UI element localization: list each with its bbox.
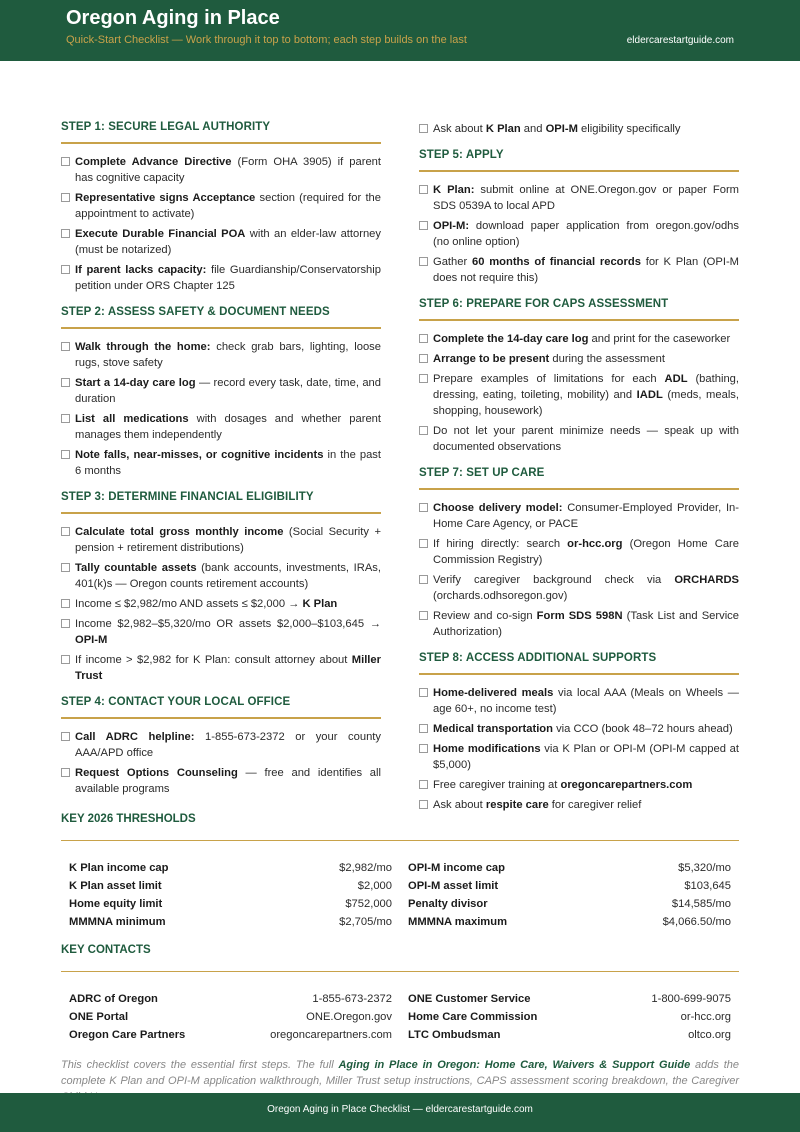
checklist-item[interactable] bbox=[419, 254, 739, 286]
checkbox-icon[interactable] bbox=[61, 265, 70, 274]
checkbox-icon[interactable] bbox=[419, 800, 428, 809]
checklist-item[interactable] bbox=[419, 741, 739, 773]
item-bold-text: Start a 14-day care log bbox=[75, 377, 196, 389]
section-title: STEP 6: PREPARE FOR CAPS ASSESSMENT bbox=[419, 298, 739, 321]
header-site-url: eldercarestartguide.com bbox=[626, 35, 734, 46]
item-text: via K Plan or OPI-M (OPI-M capped at $5,000) bbox=[433, 743, 739, 771]
item-text: Do not let your parent minimize needs — speak up with documented observations bbox=[433, 425, 739, 453]
checklist-section bbox=[61, 306, 381, 479]
item-text: for caregiver relief bbox=[548, 799, 642, 811]
row-value: ONE.Oregon.gov bbox=[306, 1011, 392, 1023]
section-title: STEP 8: ACCESS ADDITIONAL SUPPORTS bbox=[419, 652, 739, 675]
checkbox-icon[interactable] bbox=[419, 724, 428, 733]
checklist-item[interactable] bbox=[61, 616, 381, 648]
footnote bbox=[61, 1057, 739, 1091]
row-value: 1-855-673-2372 bbox=[312, 993, 392, 1005]
row-value: $103,645 bbox=[684, 880, 731, 892]
checklist-item[interactable] bbox=[61, 524, 381, 556]
item-text: via local AAA (Meals on Wheels — age 60+, no income test) bbox=[433, 687, 739, 715]
row-label: K Plan income cap bbox=[69, 862, 169, 874]
row-label: ADRC of Oregon bbox=[69, 993, 158, 1005]
item-text: and print for the caseworker bbox=[588, 333, 731, 345]
item-bold-text: K Plan bbox=[485, 123, 521, 135]
checklist-item[interactable] bbox=[61, 765, 381, 797]
item-text: Income ≤ $2,982/mo AND assets ≤ $2,000 → bbox=[75, 598, 303, 610]
item-text: Free caregiver training at bbox=[433, 779, 561, 791]
checklist-item[interactable] bbox=[61, 154, 381, 186]
row-value: $2,000 bbox=[357, 880, 392, 892]
checkbox-icon[interactable] bbox=[61, 599, 70, 608]
page-subtitle: Quick-Start Checklist — Work through it top to bottom; each step builds on the last bbox=[66, 34, 467, 46]
checkbox-icon[interactable] bbox=[419, 221, 428, 230]
item-text: (meds, meals, shopping, housework) bbox=[433, 389, 740, 417]
item-text: (Task List and Service Authorization) bbox=[433, 610, 739, 638]
row-value: or-hcc.org bbox=[680, 1011, 731, 1023]
thresholds-table bbox=[69, 862, 731, 934]
checklist-section bbox=[61, 491, 381, 684]
checklist-item[interactable] bbox=[419, 536, 739, 568]
contacts-title: KEY CONTACTS bbox=[61, 944, 739, 972]
checkbox-icon[interactable] bbox=[61, 527, 70, 536]
footnote-text-after: adds the complete K Plan and OPI-M application walkthrough, Miller Trust setup instructions, CAPS assessment scoring breakdown, the Caregiver bbox=[61, 1059, 739, 1087]
item-bold-text: Call ADRC helpline: bbox=[75, 731, 195, 743]
item-bold-text: Complete Advance Directive bbox=[75, 156, 232, 168]
checklist-item[interactable] bbox=[419, 371, 739, 419]
row-value: $4,066.50/mo bbox=[662, 916, 731, 928]
checklist-item[interactable] bbox=[61, 447, 381, 479]
checkbox-icon[interactable] bbox=[419, 185, 428, 194]
table-row bbox=[69, 880, 731, 898]
row-label: OPI-M asset limit bbox=[408, 880, 499, 892]
section-title: STEP 4: CONTACT YOUR LOCAL OFFICE bbox=[61, 696, 381, 719]
checklist-item[interactable] bbox=[419, 685, 739, 717]
right-column bbox=[419, 121, 739, 817]
row-value: 1-800-699-9075 bbox=[651, 993, 731, 1005]
checklist-section bbox=[61, 696, 381, 797]
table-row bbox=[69, 1029, 731, 1047]
item-bold-text: Home-delivered meals bbox=[433, 687, 554, 699]
table-cell bbox=[69, 898, 400, 916]
checkbox-icon[interactable] bbox=[419, 744, 428, 753]
item-bold-text: Tally countable assets bbox=[75, 562, 197, 574]
row-label: Penalty divisor bbox=[408, 898, 488, 910]
table-row bbox=[69, 862, 731, 880]
item-bold-text: Execute Durable Financial POA bbox=[75, 228, 246, 240]
checkbox-icon[interactable] bbox=[61, 193, 70, 202]
contacts-table bbox=[69, 993, 731, 1047]
checklist-section bbox=[61, 121, 381, 294]
checklist-section bbox=[419, 298, 739, 455]
item-bold-text: Complete the 14-day care log bbox=[433, 333, 589, 345]
checkbox-icon[interactable] bbox=[61, 414, 70, 423]
item-text: during the assessment bbox=[549, 353, 665, 365]
table-cell bbox=[400, 1029, 731, 1047]
item-text: (Social Security + pension + retirement distributions) bbox=[75, 526, 382, 554]
checkbox-icon[interactable] bbox=[419, 503, 428, 512]
item-bold-text: Note falls, near-misses, or cognitive incidents bbox=[75, 449, 324, 461]
item-text: Ask about bbox=[433, 123, 486, 135]
checklist-item[interactable] bbox=[61, 190, 381, 222]
table-cell bbox=[69, 993, 400, 1011]
item-text: If income > $2,982 for K Plan: consult attorney about bbox=[75, 654, 352, 666]
item-text: Gather bbox=[433, 256, 472, 268]
item-bold-text: Arrange to be present bbox=[433, 353, 550, 365]
item-text: eligibility specifically bbox=[577, 123, 681, 135]
row-value: oltco.org bbox=[688, 1029, 731, 1041]
table-cell bbox=[400, 916, 731, 934]
checklist-item[interactable] bbox=[61, 262, 381, 294]
checkbox-icon[interactable] bbox=[61, 563, 70, 572]
checklist-item[interactable] bbox=[61, 652, 381, 684]
checkbox-icon[interactable] bbox=[419, 575, 428, 584]
table-row bbox=[69, 1011, 731, 1029]
table-cell bbox=[69, 862, 400, 880]
table-cell bbox=[69, 1029, 400, 1047]
item-text: — free and identifies all available programs bbox=[75, 767, 381, 795]
checkbox-icon[interactable] bbox=[61, 619, 70, 628]
checkbox-icon[interactable] bbox=[419, 257, 428, 266]
section-title: STEP 3: DETERMINE FINANCIAL ELIGIBILITY bbox=[61, 491, 381, 514]
item-bold-text: If parent lacks capacity: bbox=[75, 264, 207, 276]
row-label: ONE Customer Service bbox=[408, 993, 531, 1005]
item-text: If hiring directly: search bbox=[433, 538, 568, 550]
item-text: Prepare examples of limitations for each bbox=[433, 373, 665, 385]
checklist-item[interactable] bbox=[419, 777, 739, 793]
checklist-item[interactable] bbox=[419, 182, 739, 214]
checklist-item[interactable] bbox=[419, 423, 739, 455]
row-value: oregoncarepartners.com bbox=[270, 1029, 392, 1041]
page-title: Oregon Aging in Place bbox=[66, 7, 280, 29]
item-text: and bbox=[520, 123, 546, 135]
checklist-item[interactable] bbox=[61, 411, 381, 443]
item-text: submit online at ONE.Oregon.gov or paper Form SDS 0539A to local APD bbox=[433, 184, 740, 212]
item-bold-text: OPI-M bbox=[75, 634, 108, 646]
item-bold-text: Representative signs Acceptance bbox=[75, 192, 256, 204]
item-text: check grab bars, lighting, loose rugs, stove safety bbox=[75, 341, 381, 369]
item-bold-text: respite care bbox=[485, 799, 549, 811]
item-text: file Guardianship/Conservatorship petition under ORS Chapter 125 bbox=[75, 264, 381, 292]
checkbox-icon[interactable] bbox=[419, 354, 428, 363]
item-bold-text: ADL bbox=[664, 373, 688, 385]
row-value: $2,982/mo bbox=[339, 862, 392, 874]
checklist-item[interactable] bbox=[419, 218, 739, 250]
item-text: in the past 6 months bbox=[75, 449, 381, 477]
table-cell bbox=[400, 880, 731, 898]
row-label: OPI-M income cap bbox=[408, 862, 505, 874]
item-bold-text: or-hcc.org bbox=[567, 538, 623, 550]
row-label: K Plan asset limit bbox=[69, 880, 162, 892]
item-text: via CCO (book 48–72 hours ahead) bbox=[552, 723, 733, 735]
checklist-item[interactable] bbox=[419, 331, 739, 347]
item-text: (bathing, dressing, eating, toileting, mobility) and bbox=[433, 373, 739, 401]
checkbox-icon[interactable] bbox=[419, 426, 428, 435]
item-bold-text: OPI-M bbox=[545, 123, 578, 135]
checkbox-icon[interactable] bbox=[419, 611, 428, 620]
item-text: with dosages and whether parent manages them independently bbox=[75, 413, 381, 441]
checklist-item[interactable] bbox=[419, 351, 739, 367]
table-cell bbox=[400, 993, 731, 1011]
checkbox-icon[interactable] bbox=[419, 688, 428, 697]
item-bold-text: List all medications bbox=[75, 413, 189, 425]
thresholds-title: KEY 2026 THRESHOLDS bbox=[61, 813, 739, 841]
row-value: $5,320/mo bbox=[678, 862, 731, 874]
footnote-text-before: This checklist covers the essential first steps. The full bbox=[61, 1059, 339, 1071]
item-text: Income $2,982–$5,320/mo OR assets $2,000–$103,645 → bbox=[75, 618, 381, 630]
table-cell bbox=[69, 880, 400, 898]
item-text: (orchards.odhsoregon.gov) bbox=[433, 590, 568, 602]
checkbox-icon[interactable] bbox=[61, 732, 70, 741]
checklist-item[interactable] bbox=[61, 596, 381, 612]
item-text: download paper application from oregon.gov/odhs (no online option) bbox=[433, 220, 739, 248]
section-title: STEP 7: SET UP CARE bbox=[419, 467, 739, 490]
row-value: $14,585/mo bbox=[671, 898, 731, 910]
checkbox-icon[interactable] bbox=[419, 124, 428, 133]
table-cell bbox=[400, 862, 731, 880]
row-label: LTC Ombudsman bbox=[408, 1029, 501, 1041]
row-label: Oregon Care Partners bbox=[69, 1029, 186, 1041]
item-text: (Form OHA 3905) if parent has cognitive capacity bbox=[75, 156, 382, 184]
row-value: $2,705/mo bbox=[339, 916, 392, 928]
page-header bbox=[0, 0, 800, 61]
checklist-section bbox=[419, 467, 739, 640]
item-bold-text: OPI-M: bbox=[433, 220, 470, 232]
item-text: (bank accounts, investments, IRAs, 401(k)s — Oregon counts retirement accounts) bbox=[75, 562, 381, 590]
item-bold-text: ORCHARDS bbox=[674, 574, 739, 586]
checklist-item[interactable] bbox=[61, 560, 381, 592]
section-title: STEP 5: APPLY bbox=[419, 149, 739, 172]
item-text: — record every task, date, time, and duration bbox=[75, 377, 381, 405]
row-label: MMMNA minimum bbox=[69, 916, 166, 928]
checkbox-icon[interactable] bbox=[61, 157, 70, 166]
checklist-item[interactable] bbox=[61, 375, 381, 407]
section-title: STEP 1: SECURE LEGAL AUTHORITY bbox=[61, 121, 381, 144]
table-row bbox=[69, 898, 731, 916]
checkbox-icon[interactable] bbox=[61, 229, 70, 238]
footer-text: Oregon Aging in Place Checklist — eldercarestartguide.com bbox=[267, 1104, 533, 1115]
checkbox-icon[interactable] bbox=[61, 342, 70, 351]
item-text: Review and co-sign bbox=[433, 610, 537, 622]
item-text: 1-855-673-2372 or your county AAA/APD office bbox=[75, 731, 381, 759]
item-bold-text: K Plan: bbox=[433, 184, 475, 196]
checkbox-icon[interactable] bbox=[61, 768, 70, 777]
row-value: $752,000 bbox=[345, 898, 392, 910]
item-bold-text: Request Options Counseling bbox=[75, 767, 238, 779]
item-bold-text: oregoncarepartners.com bbox=[560, 779, 693, 791]
row-label: MMMNA maximum bbox=[408, 916, 508, 928]
item-bold-text: 60 months of financial records bbox=[471, 256, 641, 268]
checkbox-icon[interactable] bbox=[419, 539, 428, 548]
row-label: Home Care Commission bbox=[408, 1011, 538, 1023]
item-text: with an elder-law attorney (must be notarized) bbox=[75, 228, 381, 256]
item-bold-text: Medical transportation bbox=[433, 723, 553, 735]
item-text: Verify caregiver background check via bbox=[433, 574, 675, 586]
checklist-item[interactable] bbox=[419, 572, 739, 604]
item-bold-text: Calculate total gross monthly income bbox=[75, 526, 284, 538]
checkbox-icon[interactable] bbox=[419, 374, 428, 383]
row-label: ONE Portal bbox=[69, 1011, 129, 1023]
footnote-guide-title: Aging in Place in Oregon: Home Care, Waivers & Support Guide bbox=[338, 1059, 691, 1071]
checkbox-icon[interactable] bbox=[419, 334, 428, 343]
page-footer bbox=[0, 1093, 800, 1132]
checklist-item[interactable] bbox=[61, 339, 381, 371]
item-bold-text: K Plan bbox=[302, 598, 338, 610]
checklist-section bbox=[419, 149, 739, 286]
table-cell bbox=[400, 1011, 731, 1029]
item-bold-text: IADL bbox=[636, 389, 663, 401]
checkbox-icon[interactable] bbox=[61, 450, 70, 459]
section-title: STEP 2: ASSESS SAFETY & DOCUMENT NEEDS bbox=[61, 306, 381, 329]
checklist-item[interactable] bbox=[419, 721, 739, 737]
left-column bbox=[61, 121, 381, 801]
item-bold-text: Walk through the home: bbox=[75, 341, 211, 353]
table-row bbox=[69, 916, 731, 934]
item-text: Ask about bbox=[433, 799, 486, 811]
checklist-item[interactable] bbox=[61, 729, 381, 761]
checklist-item[interactable] bbox=[419, 121, 739, 137]
row-label: Home equity limit bbox=[69, 898, 163, 910]
table-cell bbox=[69, 916, 400, 934]
item-bold-text: Choose delivery model: bbox=[433, 502, 563, 514]
item-text: for K Plan (OPI-M does not require this) bbox=[433, 256, 740, 284]
checklist-item[interactable] bbox=[61, 226, 381, 258]
item-text: section (required for the appointment to activate) bbox=[75, 192, 381, 220]
item-bold-text: Form SDS 598N bbox=[536, 610, 623, 622]
item-bold-text: Home modifications bbox=[433, 743, 541, 755]
checkbox-icon[interactable] bbox=[61, 378, 70, 387]
table-cell bbox=[400, 898, 731, 916]
checkbox-icon[interactable] bbox=[419, 780, 428, 789]
table-cell bbox=[69, 1011, 400, 1029]
checklist-item[interactable] bbox=[419, 500, 739, 532]
checklist-item[interactable] bbox=[419, 608, 739, 640]
table-row bbox=[69, 993, 731, 1011]
item-text: Consumer-Employed Provider, In-Home Care Agency, or PACE bbox=[433, 502, 739, 530]
item-text: (Oregon Home Care Commission Registry) bbox=[433, 538, 739, 566]
item-bold-text: Miller Trust bbox=[75, 654, 381, 682]
checklist-item[interactable] bbox=[419, 797, 739, 813]
checkbox-icon[interactable] bbox=[61, 655, 70, 664]
checklist-section bbox=[419, 652, 739, 813]
